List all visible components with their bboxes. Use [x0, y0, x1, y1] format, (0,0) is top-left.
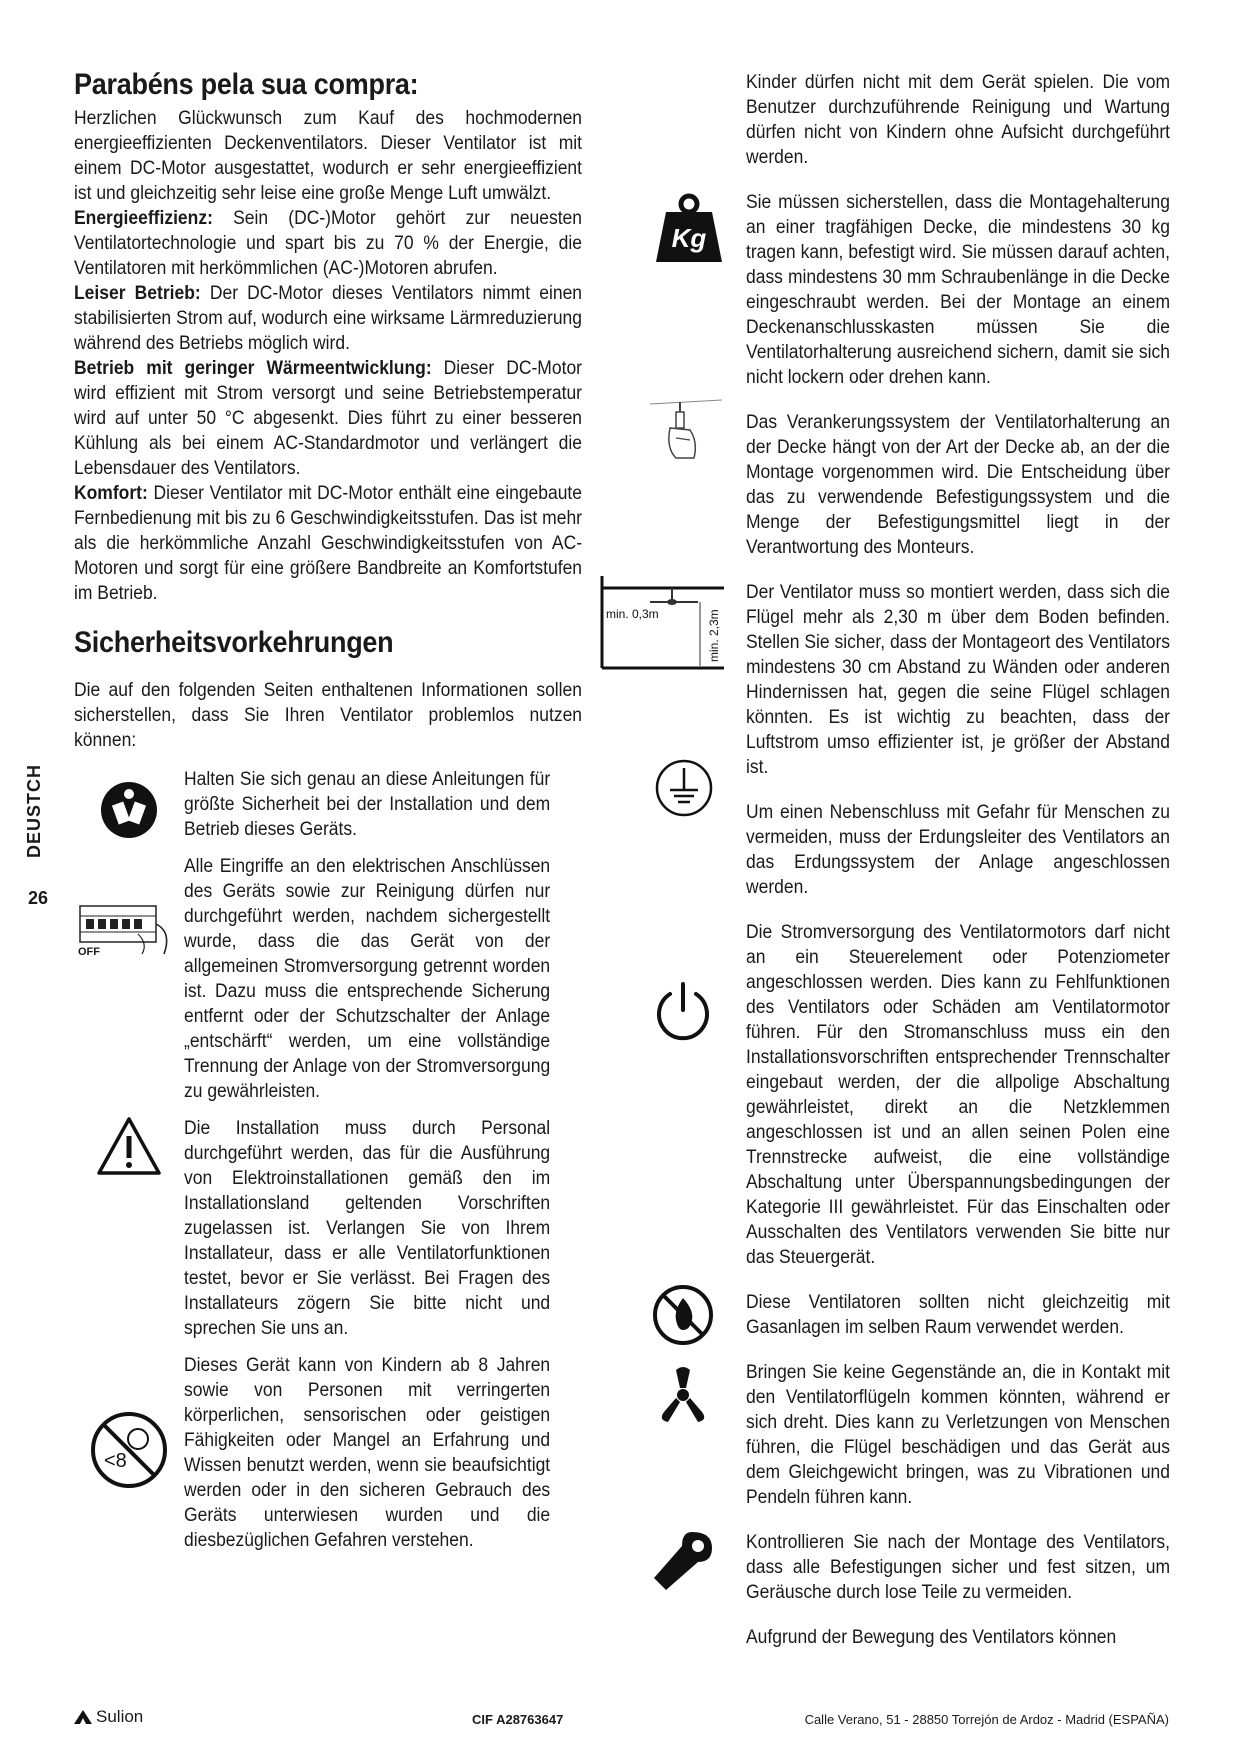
right-column: [606, 70, 1171, 1650]
power-icon: [652, 980, 714, 1047]
safety-item-text: Die Installation muss durch Personal durchgeführt werden, das für die Ausführung von Elektroinstallationen gemäß den im Installationsland geltenden Vorschriften zugelassen ist. Verlangen Sie von Ihrem Installateur, dass er alle Ventilatorfunktionen testet, bevor er Sie verlässt. Bei Fragen des Installateurs zögern Sie bitte nicht und sprechen Sie uns an.: [184, 1118, 551, 1339]
safety-item-text: Diese Ventilatoren sollten nicht gleichzeitig mit Gasanlagen im selben Raum verwendet werden.: [746, 1292, 1171, 1338]
clearance-horizontal-label: min. 0,3m: [606, 607, 659, 621]
no-children-under-8-icon: [74, 1353, 184, 1489]
safety-item-text: Der Ventilator muss so montiert werden, dass sich die Flügel mehr als 2,30 m über dem Boden befinden. Stellen Sie sicher, dass der Montageort des Ventilators mindestens 30 cm Abstand zu Wänden oder anderen Hindernissen hat, gegen die seine Flügel schlagen könnten. Es ist wichtig zu beachten, dass der Luftstrom umso effizienter ist, je größer der Abstand ist.: [746, 582, 1171, 778]
safety-item: [746, 800, 1170, 900]
safety-item-text: Kinder dürfen nicht mit dem Gerät spielen. Die vom Benutzer durchzuführende Reinigung und Wartung dürfen nicht von Kindern ohne Aufsicht durchgeführt werden.: [746, 72, 1171, 168]
safety-item-text: Sie müssen sicherstellen, dass die Montagehalterung an einer tragfähigen Decke, die mindestens 30 kg tragen kann, befestigt wird. Sie müssen darauf achten, dass mindestens 30 mm Schraubenlänge in die Decke eingeschraubt werden. Bei der Montage an einem Deckenanschlusskasten müssen Sie die Ventilatorhalterung ausreichend sichern, damit sie sich nicht lockern oder drehen kann.: [746, 192, 1171, 388]
cif-number: CIF A28763647: [472, 1712, 564, 1727]
safety-item: [606, 580, 1171, 780]
feature-low-heat: [74, 356, 582, 481]
clearance-vertical-label: min. 2,3m: [707, 609, 721, 662]
company-address: Calle Verano, 51 - 28850 Torrejón de Ardoz - Madrid (ESPAÑA): [804, 1712, 1169, 1727]
feature-label: Leiser Betrieb:: [74, 283, 201, 304]
safety-item-text: Dieses Gerät kann von Kindern ab 8 Jahren sowie von Personen mit verringerten körperlichen, sensorischen oder geistigen Fähigkeiten oder Mangel an Erfahrung und Wissen benutzt werden, wenn sie beaufsichtigt werden oder in den sicheren Gebrauch des Geräts unterwiesen wurden und die diesbezüglichen Gefahren verstehen.: [184, 1355, 551, 1551]
warning-icon: [74, 1116, 184, 1176]
left-column: [74, 68, 582, 1565]
feature-text: Dieser DC-Motor wird effizient mit Strom versorgt und seine Betriebstemperatur wird auf unter 50 °C abgesenkt. Dies führt zu einer besseren Kühlung als bei einem AC-Standardmotor und verlängert die Lebensdauer des Ventilators.: [74, 358, 583, 479]
safety-item: [74, 854, 582, 1104]
safety-item-text: Halten Sie sich genau an diese Anleitungen für größte Sicherheit bei der Installation und dem Betrieb dieses Geräts.: [184, 769, 551, 840]
wrench-icon: [652, 1528, 716, 1597]
brand-name: Sulion: [96, 1707, 144, 1726]
safety-item-text: Die Stromversorgung des Ventilatormotors darf nicht an ein Steuerelement oder Potenziometer angeschlossen werden. Dies kann zu Fehlfunktionen des Ventilators oder Schäden am Ventilatormotor führen. Für den Stromanschluss muss ein den Installationsvorschriften entsprechender Trennschalter eingebaut werden, der die allpolige Abschaltung gewährleistet, direkt an die Netzklemmen angeschlossen ist und an allen seinen Polen eine Trennstrecke aufweist, die eine vollständige Abschaltung unter Überspannungsbedingungen der Kategorie III gewährleistet. Für das Einschalten oder Ausschalten des Ventilators verwenden Sie bitte nur das Steuergerät.: [746, 922, 1171, 1268]
safety-item: [74, 767, 582, 842]
feature-label: Betrieb mit geringer Wärmeentwicklung:: [74, 358, 432, 379]
feature-quiet: [74, 281, 582, 356]
feature-efficiency: [74, 206, 582, 281]
feature-label: Energieeffizienz:: [74, 208, 213, 229]
feature-label: Komfort:: [74, 483, 148, 504]
safety-item: [746, 410, 1170, 560]
fan-blade-icon: [652, 1364, 714, 1431]
page-number: 26: [28, 888, 49, 908]
safety-intro: Die auf den folgenden Seiten enthaltenen Informationen sollen sicherstellen, dass Sie Ihren Ventilator problemlos nutzen können:: [74, 680, 583, 751]
feature-text: Sein (DC-)Motor gehört zur neuesten Ventilatortechnologie und spart bis zu 70 % der Energie, die Ventilatoren mit herkömmlichen (AC-)Motoren abrufen.: [74, 208, 583, 279]
brand-logo: [74, 1707, 143, 1727]
feature-text: Der DC-Motor dieses Ventilators nimmt einen stabilisierten Strom auf, wodurch eine wirksame Lärmreduzierung während des Betriebs möglich wird.: [74, 283, 583, 354]
read-manual-icon: [74, 767, 184, 839]
weight-kg-icon: [654, 192, 724, 269]
safety-item-text: Aufgrund der Bewegung des Ventilators können: [746, 1627, 1117, 1648]
safety-item: [671, 190, 1171, 390]
language-label: DEUSTCH: [24, 763, 44, 858]
breaker-off-icon: [74, 854, 184, 958]
safety-item-text: Das Verankerungssystem der Ventilatorhalterung an der Decke hängt von der Art der Decke ab, an der die Montage vorgenommen wird. Die Entscheidung über das zu verwendende Befestigungssystem und die Menge der Befestigungsmittel liegt in der Verantwortung des Monteurs.: [746, 412, 1171, 558]
brand-mark-icon: [74, 1710, 92, 1724]
ground-icon: [654, 758, 714, 823]
feature-comfort: [74, 481, 582, 606]
intro-paragraph: Herzlichen Glückwunsch zum Kauf des hochmodernen energieeffizienten Deckenventilators. Dieser Ventilator ist mit einem DC-Motor ausgestattet, wodurch er sehr energieeffizient ist und gleichzeitig sehr leise eine große Menge Luft umwälzt.: [74, 108, 583, 204]
off-label: OFF: [78, 946, 100, 958]
safety-item-text: Kontrollieren Sie nach der Montage des Ventilators, dass alle Befestigungen sicher und fest sitzen, um Geräusche durch lose Teile zu vermeiden.: [746, 1532, 1171, 1603]
intro-section: [74, 106, 582, 606]
safety-item-text: Bringen Sie keine Gegenstände an, die in Kontakt mit den Ventilatorflügeln kommen könnten, während er sich dreht. Dies kann zu Verletzungen von Menschen führen, die Flügel beschädigen und das Gerät aus dem Gleichgewicht bringen, was zu Vibrationen und Pendeln führen kann.: [746, 1362, 1171, 1508]
clearance-diagram-icon: [600, 576, 730, 677]
feature-text: Dieser Ventilator mit DC-Motor enthält eine eingebaute Fernbedienung mit bis zu 6 Geschwindigkeitsstufen. Das ist mehr als die herkömmliche Anzahl Geschwindigkeitsstufen von AC-Motoren und sorgt für eine größere Bandbreite an Komfortstufen im Betrieb.: [74, 483, 583, 604]
safety-item: [74, 1353, 582, 1553]
safety-item: [74, 1116, 582, 1341]
safety-item-text: Alle Eingriffe an den elektrischen Anschlüssen des Geräts sowie zur Reinigung dürfen nur durchgeführt werden, nachdem sichergestellt wurde, dass die das Gerät von der allgemeinen Stromversorgung getrennt worden ist. Dazu muss die entsprechende Sicherung entfernt oder der Schutzschalter der Anlage „entschärft“ werden, um eine vollständige Trennung der Anlage von der Stromversorgung zu gewährleisten.: [184, 856, 551, 1102]
ceiling-anchor-icon: [646, 398, 726, 483]
safety-item-text: Um einen Nebenschluss mit Gefahr für Menschen zu vermeiden, muss der Erdungsleiter des Ventilators an das Erdungssystem der Anlage angeschlossen werden.: [746, 802, 1171, 898]
no-gas-flame-icon: [652, 1284, 714, 1351]
safety-item: [746, 1290, 1170, 1340]
page-title: Parabéns pela sua compra:: [74, 68, 419, 101]
safety-item: [746, 1360, 1170, 1510]
safety-title: Sicherheitsvorkehrungen: [74, 626, 394, 659]
safety-item: [746, 920, 1170, 1270]
kg-label: Kg: [671, 223, 707, 253]
age-label: <8: [104, 1450, 127, 1472]
safety-item: [746, 1530, 1170, 1605]
